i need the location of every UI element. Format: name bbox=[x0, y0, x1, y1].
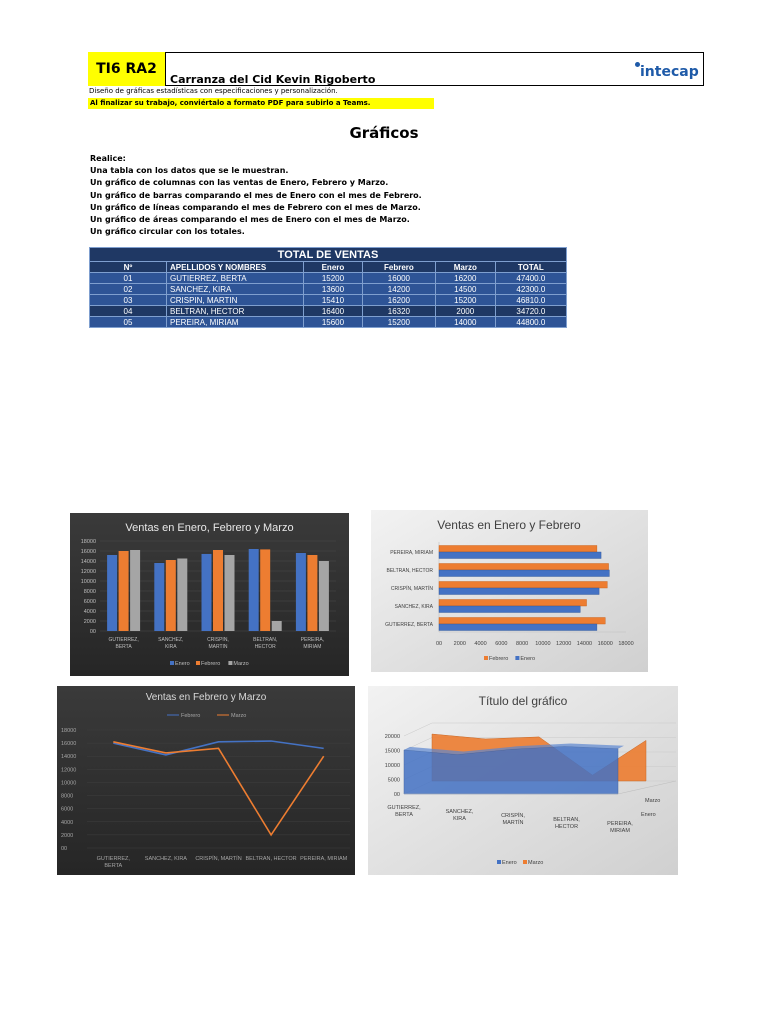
x-tick-label: CRISPÍN, bbox=[501, 813, 525, 819]
x-tick-label: CRISPÍN, MARTÍN bbox=[195, 856, 242, 862]
table-row bbox=[90, 317, 567, 328]
x-tick-label: HECTOR bbox=[554, 824, 579, 830]
horizontal-bar-chart bbox=[371, 510, 648, 672]
bar-enero bbox=[249, 549, 259, 631]
y-tick-label: 12000 bbox=[61, 767, 77, 774]
bar-enero bbox=[439, 624, 597, 631]
bar-febrero bbox=[260, 549, 270, 631]
y-tick-label: 5000 bbox=[387, 777, 400, 784]
instructions bbox=[90, 153, 422, 238]
bar-enero bbox=[154, 563, 164, 631]
y-tick-label: 6000 bbox=[83, 599, 96, 605]
bar-febrero bbox=[119, 551, 129, 631]
y-tick-label: 20000 bbox=[384, 734, 400, 740]
cell: 15600 bbox=[304, 317, 363, 328]
x-tick-label: BERTA bbox=[115, 644, 132, 650]
cell: SANCHEZ, KIRA bbox=[167, 284, 304, 295]
y-tick-label: 2000 bbox=[83, 619, 96, 625]
cell: 15200 bbox=[435, 295, 495, 306]
y-tick-label: 8000 bbox=[83, 589, 96, 595]
bar-febrero bbox=[439, 546, 597, 553]
y-tick-label: 14000 bbox=[61, 754, 77, 761]
chart-title: Título del gráfico bbox=[478, 694, 568, 708]
instruction-line: Un gráfico de barras comparando el mes de Enero con el mes de Febrero. bbox=[90, 190, 422, 200]
bar-enero bbox=[296, 553, 306, 631]
x-tick-label: 14000 bbox=[576, 641, 593, 647]
chart-background bbox=[57, 686, 355, 875]
cell: PEREIRA, MIRIAM bbox=[167, 317, 304, 328]
col-header-total: TOTAL bbox=[495, 262, 566, 273]
y-tick-label: 15000 bbox=[384, 748, 400, 755]
x-tick-label: MARTIN bbox=[208, 644, 228, 650]
cell: 01 bbox=[90, 273, 167, 284]
line-chart bbox=[57, 686, 355, 875]
x-tick-label: MIRIAM bbox=[610, 828, 630, 834]
x-tick-label: SANCHEZ, KIRA bbox=[144, 856, 187, 862]
legend-swatch bbox=[497, 860, 501, 864]
submission-note: Al finalizar su trabajo, conviértalo a formato PDF para subirlo a Teams. bbox=[88, 98, 434, 109]
chart-title: Ventas en Enero y Febrero bbox=[437, 518, 581, 532]
x-tick-label: GUTIERREZ, bbox=[387, 805, 421, 811]
area-chart bbox=[368, 686, 678, 875]
cell: 16200 bbox=[435, 273, 495, 284]
x-tick-label: 18000 bbox=[618, 641, 634, 647]
depth-label: Marzo bbox=[645, 798, 661, 804]
bar-marzo bbox=[319, 561, 329, 631]
x-tick-label: SANCHEZ, bbox=[445, 809, 474, 815]
x-tick-label: KIRA bbox=[453, 816, 466, 822]
table-row bbox=[90, 295, 567, 306]
logo-text: intecap bbox=[640, 64, 699, 80]
legend-label: Enero bbox=[502, 860, 517, 866]
x-tick-label: 10000 bbox=[535, 641, 551, 647]
legend-swatch bbox=[170, 661, 174, 665]
bar-enero bbox=[202, 554, 212, 631]
table-row bbox=[90, 273, 567, 284]
x-tick-label: 8000 bbox=[515, 641, 529, 647]
cell: 42300.0 bbox=[495, 284, 566, 295]
legend-label: Febrero bbox=[181, 713, 201, 719]
legend-label: Enero bbox=[175, 661, 190, 667]
instruction-line: Una tabla con los datos que se le muestran. bbox=[90, 166, 289, 176]
col-header-name: APELLIDOS Y NOMBRES bbox=[167, 262, 304, 273]
x-tick-label: MIRIAM bbox=[303, 644, 322, 650]
col-header-marzo: Marzo bbox=[435, 262, 495, 273]
cell: 04 bbox=[90, 306, 167, 317]
y-tick-label: 00 bbox=[89, 629, 96, 635]
cell: BELTRAN, HECTOR bbox=[167, 306, 304, 317]
bar-marzo bbox=[225, 555, 235, 631]
bar-febrero bbox=[307, 555, 317, 631]
y-tick-label: 2000 bbox=[61, 832, 74, 839]
bar-febrero bbox=[439, 600, 587, 607]
x-tick-label: BERTA bbox=[395, 812, 413, 818]
bar-marzo bbox=[130, 550, 140, 631]
instruction-line: Un gráfico circular con los totales. bbox=[90, 227, 245, 237]
y-tick-label: CRISPÍN, MARTÍN bbox=[390, 586, 433, 592]
legend-swatch bbox=[196, 661, 200, 665]
legend-swatch bbox=[484, 656, 488, 660]
sales-table bbox=[89, 247, 567, 328]
x-tick-label: MARTÍN bbox=[502, 820, 524, 826]
legend-swatch bbox=[523, 860, 527, 864]
y-tick-label: 6000 bbox=[61, 806, 74, 813]
y-tick-label: 10000 bbox=[384, 763, 400, 769]
legend-label: Marzo bbox=[528, 860, 544, 866]
x-tick-label: HECTOR bbox=[254, 644, 276, 650]
instruction-line: Un gráfico de columnas con las ventas de Enero, Febrero y Marzo. bbox=[90, 178, 389, 188]
cell: 47400.0 bbox=[495, 273, 566, 284]
bar-febrero bbox=[439, 564, 609, 571]
y-tick-label: 16000 bbox=[61, 741, 77, 748]
col-header-enero: Enero bbox=[304, 262, 363, 273]
instruction-line: Un gráfico de líneas comparando el mes de Febrero con el mes de Marzo. bbox=[90, 202, 421, 212]
x-tick-label: CRISPIN, bbox=[207, 637, 229, 643]
bar-enero bbox=[439, 552, 601, 559]
y-tick-label: 00 bbox=[393, 792, 400, 798]
cell: 03 bbox=[90, 295, 167, 306]
depth-label: Enero bbox=[641, 812, 656, 818]
cell: 13600 bbox=[304, 284, 363, 295]
bar-marzo bbox=[177, 559, 187, 632]
col-header-no: Nº bbox=[90, 262, 167, 273]
cell: 15410 bbox=[304, 295, 363, 306]
x-tick-label: KIRA bbox=[164, 644, 177, 650]
bar-marzo bbox=[272, 621, 282, 631]
bar-febrero bbox=[213, 550, 223, 631]
cell: 16320 bbox=[362, 306, 435, 317]
legend-swatch bbox=[228, 661, 232, 665]
x-tick-label: GUTIERREZ, bbox=[96, 856, 130, 862]
x-tick-label: 2000 bbox=[453, 641, 466, 647]
column-chart bbox=[70, 513, 349, 676]
x-tick-label: PEREIRA, bbox=[300, 637, 325, 643]
cell: 05 bbox=[90, 317, 167, 328]
chart-title: Ventas en Enero, Febrero y Marzo bbox=[125, 522, 294, 534]
table-caption: TOTAL DE VENTAS bbox=[90, 248, 567, 262]
y-tick-label: BELTRAN, HECTOR bbox=[386, 568, 433, 574]
table-row bbox=[90, 306, 567, 317]
description: Diseño de gráficas estadísticas con especificaciones y personalización. bbox=[89, 87, 338, 95]
x-tick-label: BERTA bbox=[104, 863, 123, 869]
area-enero bbox=[404, 746, 618, 794]
cell: 02 bbox=[90, 284, 167, 295]
instruction-line: Un gráfico de áreas comparando el mes de Enero con el mes de Marzo. bbox=[90, 215, 410, 225]
y-tick-label: 00 bbox=[61, 846, 68, 852]
intecap-logo bbox=[632, 58, 702, 84]
instruction-line: Realice: bbox=[90, 154, 126, 163]
y-tick-label: 18000 bbox=[80, 539, 96, 545]
legend-label: Febrero bbox=[201, 661, 221, 667]
y-tick-label: 16000 bbox=[80, 549, 96, 555]
bar-enero bbox=[439, 570, 609, 577]
cell: 15200 bbox=[362, 317, 435, 328]
x-tick-label: BELTRAN, HECTOR bbox=[245, 856, 297, 862]
cell: GUTIERREZ, BERTA bbox=[167, 273, 304, 284]
y-tick-label: 4000 bbox=[61, 819, 74, 826]
legend-label: Marzo bbox=[233, 661, 249, 667]
table-row bbox=[90, 284, 567, 295]
legend-label: Enero bbox=[520, 656, 536, 662]
cell: 15200 bbox=[304, 273, 363, 284]
y-tick-label: 14000 bbox=[80, 559, 96, 565]
cell: 14200 bbox=[362, 284, 435, 295]
x-tick-label: 16000 bbox=[597, 641, 613, 647]
cell: 46810.0 bbox=[495, 295, 566, 306]
y-tick-label: 4000 bbox=[83, 609, 96, 615]
x-tick-label: PEREIRA, bbox=[607, 821, 633, 827]
cell: CRISPIN, MARTIN bbox=[167, 295, 304, 306]
y-tick-label: 8000 bbox=[61, 793, 74, 800]
student-name: Carranza del Cid Kevin Rigoberto bbox=[170, 73, 376, 86]
x-tick-label: BELTRAN, bbox=[553, 817, 580, 823]
page-title: Gráficos bbox=[349, 124, 419, 142]
col-header-febrero: Febrero bbox=[362, 262, 435, 273]
legend-label: Febrero bbox=[489, 656, 509, 662]
bar-febrero bbox=[439, 582, 607, 589]
cell: 44800.0 bbox=[495, 317, 566, 328]
y-tick-label: GUTIERREZ, BERTA bbox=[385, 622, 433, 628]
legend-label: Marzo bbox=[231, 713, 247, 719]
cell: 34720.0 bbox=[495, 306, 566, 317]
bar-enero bbox=[439, 606, 580, 613]
x-tick-label: 12000 bbox=[556, 641, 572, 647]
x-tick-label: 00 bbox=[435, 641, 443, 647]
x-tick-label: GUTIERREZ, bbox=[108, 637, 139, 643]
bar-febrero bbox=[166, 560, 176, 631]
y-tick-label: 18000 bbox=[61, 728, 77, 734]
cell: 14000 bbox=[435, 317, 495, 328]
x-tick-label: PEREIRA, MIRIAM bbox=[300, 856, 348, 862]
x-tick-label: SANCHEZ, bbox=[158, 637, 184, 643]
assignment-tag: TI6 RA2 bbox=[88, 52, 166, 86]
y-tick-label: 10000 bbox=[61, 780, 77, 787]
x-tick-label: BELTRAN, bbox=[253, 637, 278, 643]
x-tick-label: 4000 bbox=[474, 641, 487, 647]
y-tick-label: 10000 bbox=[80, 579, 96, 585]
y-tick-label: PEREIRA, MIRIAM bbox=[390, 550, 433, 556]
x-tick-label: 6000 bbox=[495, 641, 508, 647]
y-tick-label: SANCHEZ, KIRA bbox=[394, 604, 433, 610]
legend-swatch bbox=[515, 656, 519, 660]
bar-enero bbox=[107, 555, 117, 631]
y-tick-label: 12000 bbox=[80, 569, 96, 575]
cell: 16400 bbox=[304, 306, 363, 317]
bar-febrero bbox=[439, 618, 605, 625]
chart-title: Ventas en Febrero y Marzo bbox=[145, 692, 267, 703]
cell: 16200 bbox=[362, 295, 435, 306]
cell: 16000 bbox=[362, 273, 435, 284]
cell: 14500 bbox=[435, 284, 495, 295]
cell: 2000 bbox=[435, 306, 495, 317]
bar-enero bbox=[439, 588, 599, 595]
